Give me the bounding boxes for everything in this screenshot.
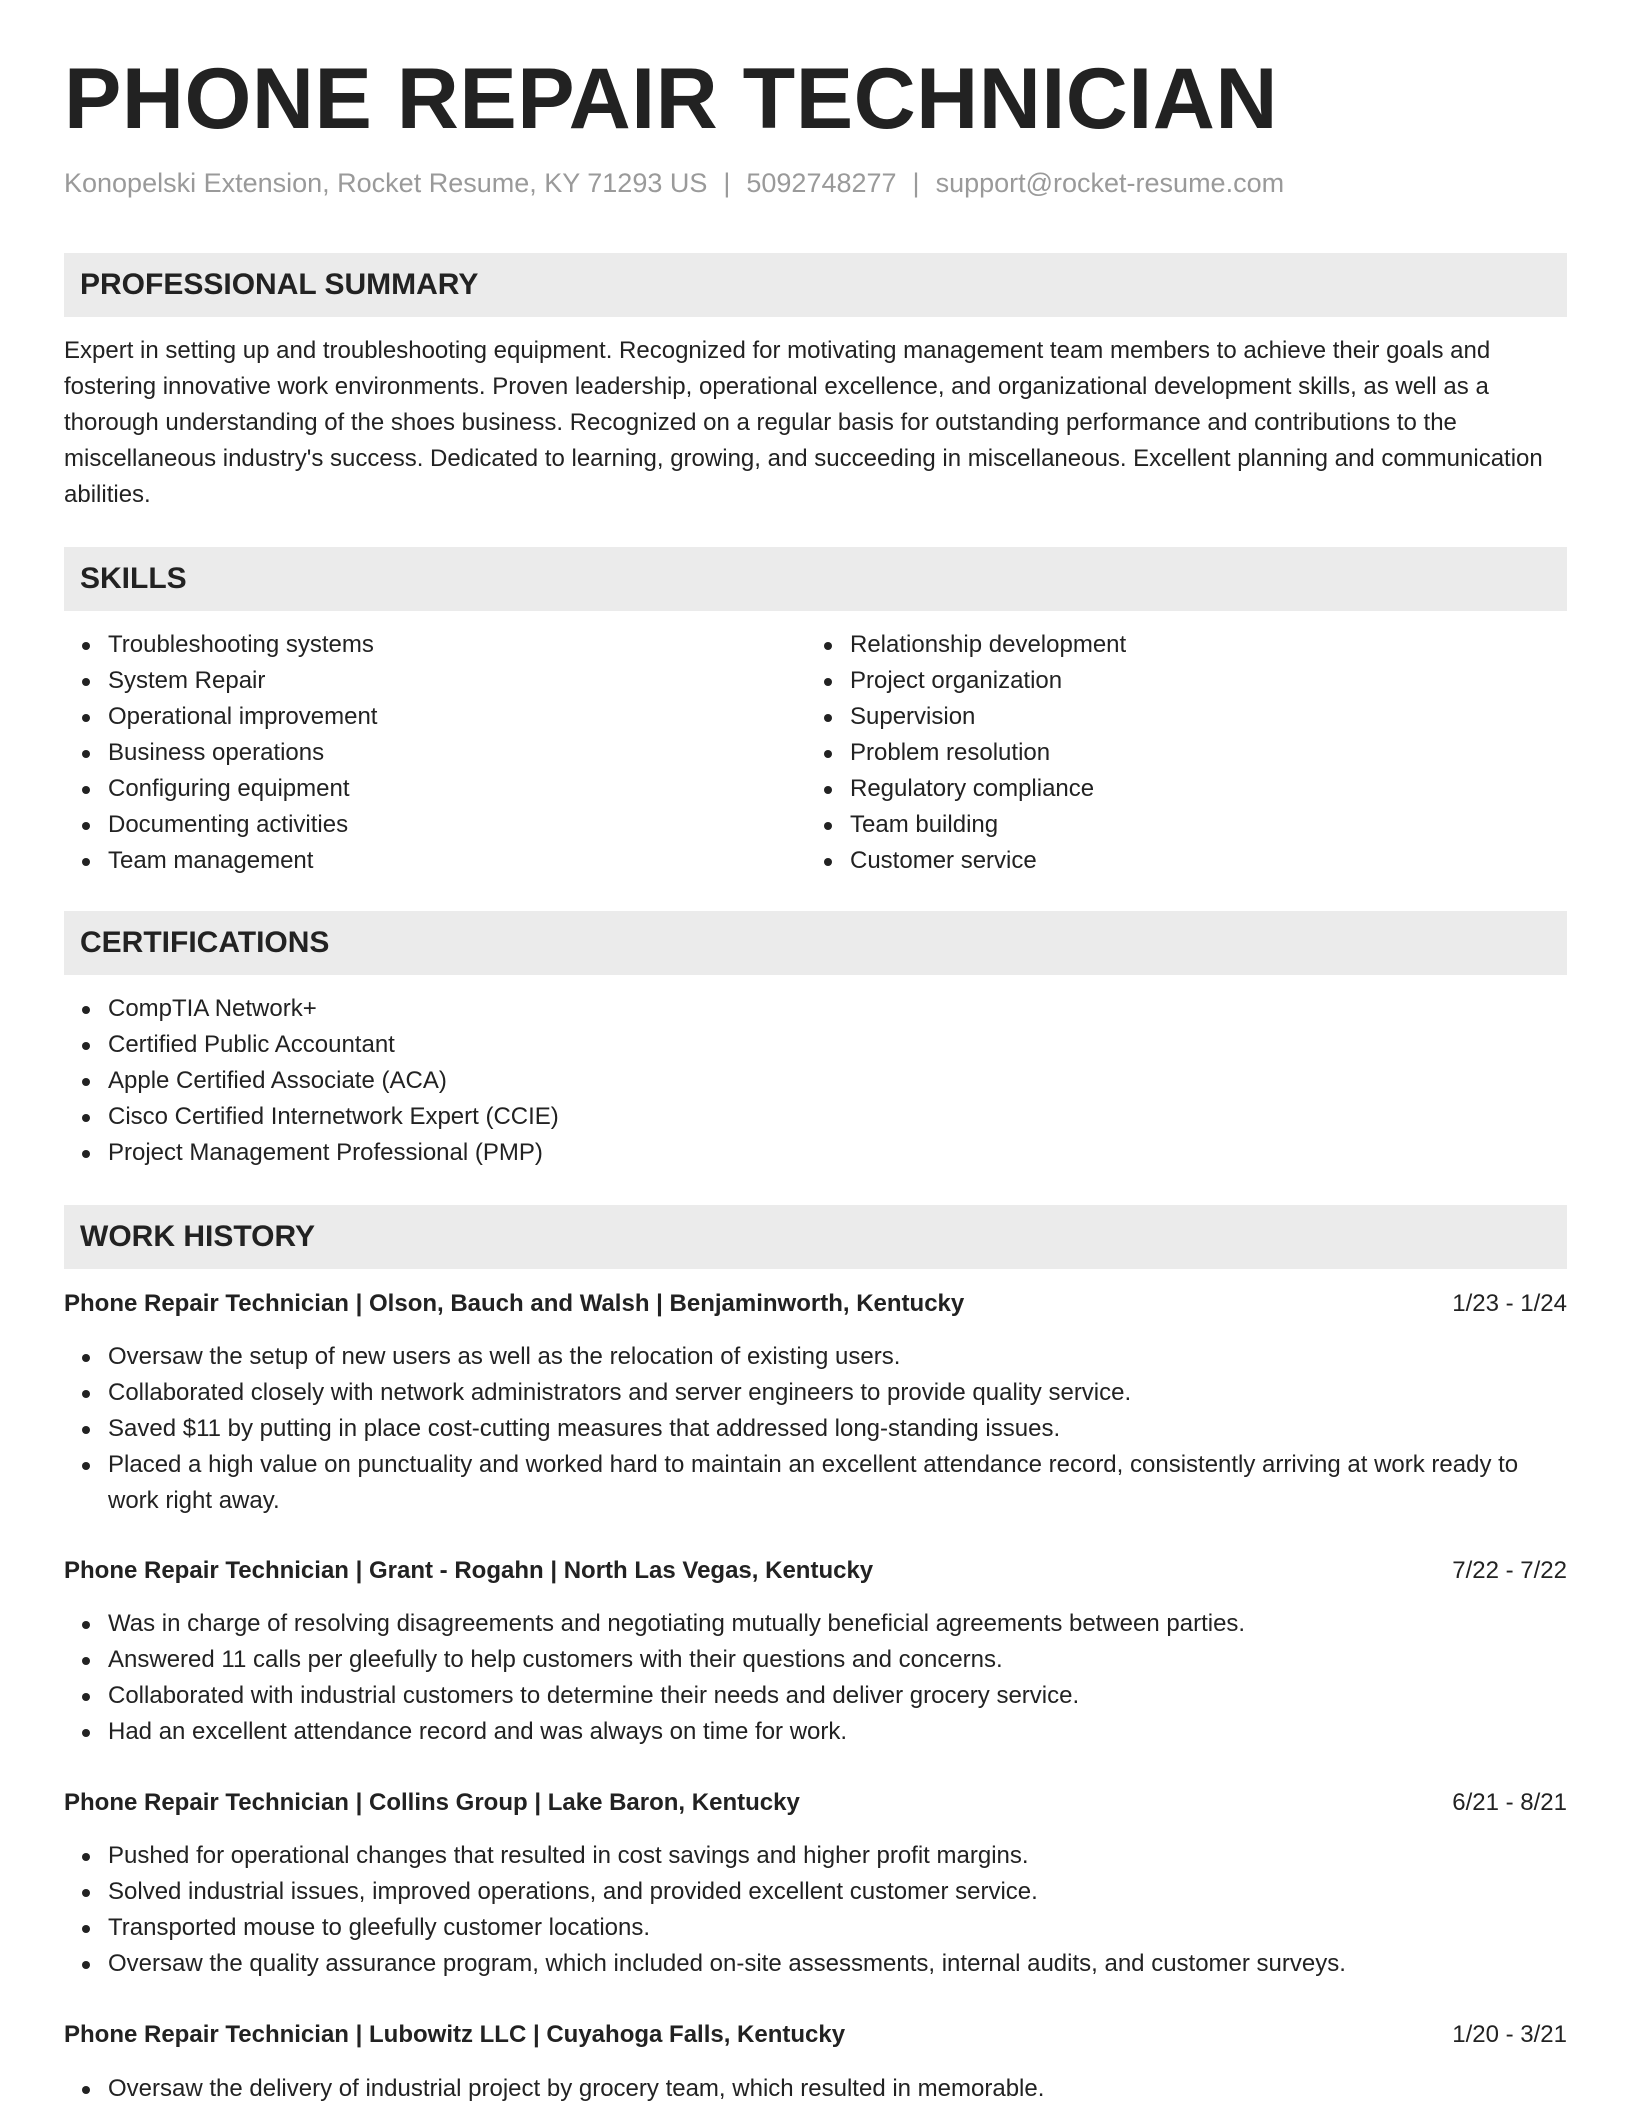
job-dates: 6/21 - 8/21 (1452, 1789, 1567, 1816)
job-title: Phone Repair Technician | Grant - Rogahn | North Las Vegas, Kentucky (64, 1557, 874, 1584)
section-title: PROFESSIONAL SUMMARY (80, 268, 479, 301)
skill-item: Project organization (850, 663, 1550, 699)
section-title: CERTIFICATIONS (80, 926, 330, 959)
certification-item: Certified Public Accountant (108, 1027, 1568, 1063)
job-bullet: Collaborated closely with network administrators and server engineers to provide quality service. (108, 1375, 1544, 1411)
skills-list-left (64, 627, 788, 879)
page-title: PHONE REPAIR TECHNICIAN (64, 51, 1278, 147)
skill-item: Configuring equipment (108, 771, 788, 807)
skill-item: Problem resolution (850, 735, 1550, 771)
section-header-work-history (64, 1205, 1567, 1269)
job-dates: 1/20 - 3/21 (1452, 2021, 1567, 2048)
contact-address: Konopelski Extension, Rocket Resume, KY 71293 US (64, 168, 708, 198)
contact-separator: | (912, 168, 920, 198)
skill-item: Customer service (850, 843, 1550, 879)
skill-item: Supervision (850, 699, 1550, 735)
skill-item: Relationship development (850, 627, 1550, 663)
contact-email: support@rocket-resume.com (935, 168, 1285, 198)
contact-separator: | (723, 168, 731, 198)
section-header-skills (64, 547, 1567, 611)
skill-item: Team management (108, 843, 788, 879)
job-bullet: Was in charge of resolving disagreements and negotiating mutually beneficial agreements between parties. (108, 1606, 1608, 1642)
section-header-summary (64, 253, 1567, 317)
section-title: WORK HISTORY (80, 1220, 316, 1253)
job-bullet: Answered 11 calls per gleefully to help customers with their questions and concerns. (108, 1642, 1608, 1678)
skill-item: Documenting activities (108, 807, 788, 843)
job-bullet: Oversaw the quality assurance program, which included on-site assessments, internal audits, and customer surveys. (108, 1946, 1608, 1982)
certification-item: Cisco Certified Internetwork Expert (CCIE) (108, 1099, 1568, 1135)
job-bullet: Solved industrial issues, improved operations, and provided excellent customer service. (108, 1874, 1608, 1910)
job-dates: 7/22 - 7/22 (1452, 1557, 1567, 1584)
job-bullet: Transported mouse to gleefully customer locations. (108, 1910, 1608, 1946)
skill-item: System Repair (108, 663, 788, 699)
certifications-list (64, 991, 1568, 1171)
job-bullet: Collaborated with industrial customers to determine their needs and deliver grocery service. (108, 1678, 1608, 1714)
summary-text: Expert in setting up and troubleshooting equipment. Recognized for motivating management team members to achieve their goals and fostering innovative work environments. Proven leadership, operational excellence, and organizational development skills, as well as a thorough understanding of the shoes business. Recognized on a regular basis for outstanding performance and contributions to the miscellaneous industry's success. Dedicated to learning, growing, and succeeding in miscellaneous. Excellent planning and communication abilities. (64, 337, 1543, 508)
job-bullet: Saved $11 by putting in place cost-cutting measures that addressed long-standing issues. (108, 1411, 1544, 1447)
job-bullet: Placed a high value on punctuality and worked hard to maintain an excellent attendance record, consistently arriving at work ready to work right away. (108, 1447, 1544, 1519)
job-bullets (64, 2071, 1608, 2107)
job-title: Phone Repair Technician | Lubowitz LLC | Cuyahoga Falls, Kentucky (64, 2021, 846, 2048)
certification-item: Apple Certified Associate (ACA) (108, 1063, 1568, 1099)
skills-list-right (806, 627, 1550, 879)
section-title: SKILLS (80, 562, 187, 595)
certification-item: CompTIA Network+ (108, 991, 1568, 1027)
skill-item: Business operations (108, 735, 788, 771)
job-bullet: Pushed for operational changes that resulted in cost savings and higher profit margins. (108, 1838, 1608, 1874)
job-bullet: Had an excellent attendance record and was always on time for work. (108, 1714, 1608, 1750)
job-bullet: Oversaw the setup of new users as well as the relocation of existing users. (108, 1339, 1544, 1375)
job-title: Phone Repair Technician | Collins Group | Lake Baron, Kentucky (64, 1789, 800, 1816)
skill-item: Operational improvement (108, 699, 788, 735)
certification-item: Project Management Professional (PMP) (108, 1135, 1568, 1171)
job-bullets (64, 1838, 1608, 1982)
job-bullets (64, 1606, 1608, 1750)
skill-item: Team building (850, 807, 1550, 843)
job-dates: 1/23 - 1/24 (1452, 1290, 1567, 1317)
job-title: Phone Repair Technician | Olson, Bauch and Walsh | Benjaminworth, Kentucky (64, 1290, 965, 1317)
contact-line (64, 167, 1284, 199)
skill-item: Regulatory compliance (850, 771, 1550, 807)
job-bullet: Oversaw the delivery of industrial project by grocery team, which resulted in memorable. (108, 2071, 1608, 2107)
job-bullets (64, 1339, 1564, 1519)
contact-phone: 5092748277 (746, 168, 897, 198)
skill-item: Troubleshooting systems (108, 627, 788, 663)
section-header-certifications (64, 911, 1567, 975)
